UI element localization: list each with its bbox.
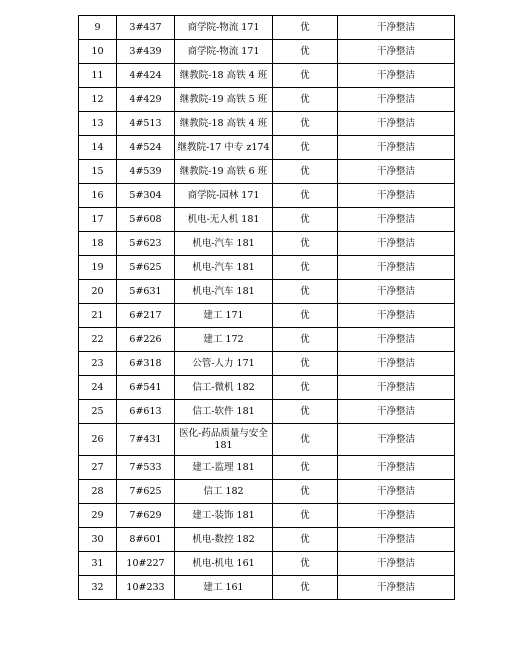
class-name-cell: 建工 161 (175, 576, 273, 600)
row-number-cell: 11 (79, 64, 117, 88)
row-number-cell: 10 (79, 40, 117, 64)
table-row (79, 400, 455, 424)
grade-cell: 优 (273, 480, 338, 504)
class-name-cell: 建工 172 (175, 328, 273, 352)
table-row (79, 64, 455, 88)
row-number-cell: 28 (79, 480, 117, 504)
room-number-cell: 6#217 (117, 304, 175, 328)
remark-cell: 干净整洁 (338, 328, 455, 352)
table-row (79, 40, 455, 64)
grade-cell: 优 (273, 376, 338, 400)
table-row (79, 552, 455, 576)
class-name-cell: 机电-机电 161 (175, 552, 273, 576)
room-number-cell: 5#608 (117, 208, 175, 232)
table-row (79, 424, 455, 456)
table-row (79, 232, 455, 256)
room-number-cell: 3#439 (117, 40, 175, 64)
room-number-cell: 7#431 (117, 424, 175, 456)
remark-cell: 干净整洁 (338, 352, 455, 376)
room-number-cell: 5#631 (117, 280, 175, 304)
class-name-cell: 建工-装饰 181 (175, 504, 273, 528)
room-number-cell: 4#513 (117, 112, 175, 136)
remark-cell: 干净整洁 (338, 528, 455, 552)
row-number-cell: 14 (79, 136, 117, 160)
row-number-cell: 32 (79, 576, 117, 600)
remark-cell: 干净整洁 (338, 256, 455, 280)
room-number-cell: 10#233 (117, 576, 175, 600)
remark-cell: 干净整洁 (338, 16, 455, 40)
room-number-cell: 7#625 (117, 480, 175, 504)
row-number-cell: 16 (79, 184, 117, 208)
row-number-cell: 13 (79, 112, 117, 136)
table-row (79, 136, 455, 160)
grade-cell: 优 (273, 232, 338, 256)
remark-cell: 干净整洁 (338, 304, 455, 328)
grade-cell: 优 (273, 528, 338, 552)
row-number-cell: 21 (79, 304, 117, 328)
remark-cell: 干净整洁 (338, 184, 455, 208)
class-name-cell: 信工-软件 181 (175, 400, 273, 424)
table-row (79, 184, 455, 208)
remark-cell: 干净整洁 (338, 376, 455, 400)
class-name-cell: 信工-微机 182 (175, 376, 273, 400)
room-number-cell: 6#541 (117, 376, 175, 400)
class-name-cell: 机电-汽车 181 (175, 256, 273, 280)
table-row (79, 352, 455, 376)
row-number-cell: 19 (79, 256, 117, 280)
class-name-cell: 继教院-18 高铁 4 班 (175, 112, 273, 136)
table-body (79, 16, 455, 600)
class-name-cell: 继教院-17 中专 z174 (175, 136, 273, 160)
grade-cell: 优 (273, 184, 338, 208)
class-name-cell: 商学院-物流 171 (175, 40, 273, 64)
row-number-cell: 30 (79, 528, 117, 552)
grade-cell: 优 (273, 400, 338, 424)
table-row (79, 88, 455, 112)
class-name-cell: 商学院-物流 171 (175, 16, 273, 40)
table-row (79, 456, 455, 480)
table-row (79, 208, 455, 232)
grade-cell: 优 (273, 136, 338, 160)
class-name-cell: 建工 171 (175, 304, 273, 328)
grade-cell: 优 (273, 352, 338, 376)
remark-cell: 干净整洁 (338, 552, 455, 576)
table-row (79, 328, 455, 352)
row-number-cell: 27 (79, 456, 117, 480)
remark-cell: 干净整洁 (338, 40, 455, 64)
remark-cell: 干净整洁 (338, 400, 455, 424)
room-number-cell: 7#533 (117, 456, 175, 480)
room-number-cell: 10#227 (117, 552, 175, 576)
row-number-cell: 24 (79, 376, 117, 400)
grade-cell: 优 (273, 64, 338, 88)
row-number-cell: 23 (79, 352, 117, 376)
remark-cell: 干净整洁 (338, 208, 455, 232)
grade-cell: 优 (273, 280, 338, 304)
room-number-cell: 6#613 (117, 400, 175, 424)
row-number-cell: 26 (79, 424, 117, 456)
grade-cell: 优 (273, 504, 338, 528)
remark-cell: 干净整洁 (338, 232, 455, 256)
room-number-cell: 4#539 (117, 160, 175, 184)
row-number-cell: 18 (79, 232, 117, 256)
room-number-cell: 5#623 (117, 232, 175, 256)
room-number-cell: 4#524 (117, 136, 175, 160)
remark-cell: 干净整洁 (338, 280, 455, 304)
class-name-cell: 公管-人力 171 (175, 352, 273, 376)
table-row (79, 256, 455, 280)
row-number-cell: 25 (79, 400, 117, 424)
row-number-cell: 15 (79, 160, 117, 184)
row-number-cell: 17 (79, 208, 117, 232)
room-number-cell: 6#226 (117, 328, 175, 352)
grade-cell: 优 (273, 40, 338, 64)
class-name-cell: 机电-汽车 181 (175, 280, 273, 304)
table-row (79, 160, 455, 184)
room-number-cell: 3#437 (117, 16, 175, 40)
row-number-cell: 29 (79, 504, 117, 528)
table-row (79, 528, 455, 552)
class-name-cell: 继教院-19 高铁 5 班 (175, 88, 273, 112)
table-row (79, 376, 455, 400)
room-number-cell: 4#424 (117, 64, 175, 88)
dormitory-inspection-table (78, 15, 455, 600)
class-name-cell: 信工 182 (175, 480, 273, 504)
table-row (79, 112, 455, 136)
class-name-cell: 机电-数控 182 (175, 528, 273, 552)
room-number-cell: 4#429 (117, 88, 175, 112)
remark-cell: 干净整洁 (338, 64, 455, 88)
grade-cell: 优 (273, 552, 338, 576)
room-number-cell: 8#601 (117, 528, 175, 552)
row-number-cell: 20 (79, 280, 117, 304)
row-number-cell: 22 (79, 328, 117, 352)
table-row (79, 576, 455, 600)
remark-cell: 干净整洁 (338, 160, 455, 184)
table-row (79, 504, 455, 528)
class-name-cell: 机电-无人机 181 (175, 208, 273, 232)
remark-cell: 干净整洁 (338, 136, 455, 160)
remark-cell: 干净整洁 (338, 504, 455, 528)
class-name-cell: 建工-监理 181 (175, 456, 273, 480)
grade-cell: 优 (273, 112, 338, 136)
class-name-cell: 商学院-园林 171 (175, 184, 273, 208)
room-number-cell: 6#318 (117, 352, 175, 376)
grade-cell: 优 (273, 88, 338, 112)
grade-cell: 优 (273, 208, 338, 232)
grade-cell: 优 (273, 456, 338, 480)
table-row (79, 480, 455, 504)
remark-cell: 干净整洁 (338, 576, 455, 600)
grade-cell: 优 (273, 16, 338, 40)
grade-cell: 优 (273, 256, 338, 280)
table-row (79, 16, 455, 40)
room-number-cell: 5#304 (117, 184, 175, 208)
room-number-cell: 5#625 (117, 256, 175, 280)
class-name-cell: 机电-汽车 181 (175, 232, 273, 256)
table-row (79, 280, 455, 304)
remark-cell: 干净整洁 (338, 88, 455, 112)
remark-cell: 干净整洁 (338, 480, 455, 504)
grade-cell: 优 (273, 160, 338, 184)
class-name-cell: 继教院-19 高铁 6 班 (175, 160, 273, 184)
row-number-cell: 9 (79, 16, 117, 40)
remark-cell: 干净整洁 (338, 456, 455, 480)
row-number-cell: 31 (79, 552, 117, 576)
grade-cell: 优 (273, 304, 338, 328)
table-row (79, 304, 455, 328)
grade-cell: 优 (273, 576, 338, 600)
row-number-cell: 12 (79, 88, 117, 112)
remark-cell: 干净整洁 (338, 424, 455, 456)
grade-cell: 优 (273, 424, 338, 456)
class-name-cell: 医化-药品质量与安全 181 (175, 424, 273, 456)
remark-cell: 干净整洁 (338, 112, 455, 136)
room-number-cell: 7#629 (117, 504, 175, 528)
grade-cell: 优 (273, 328, 338, 352)
class-name-cell: 继教院-18 高铁 4 班 (175, 64, 273, 88)
